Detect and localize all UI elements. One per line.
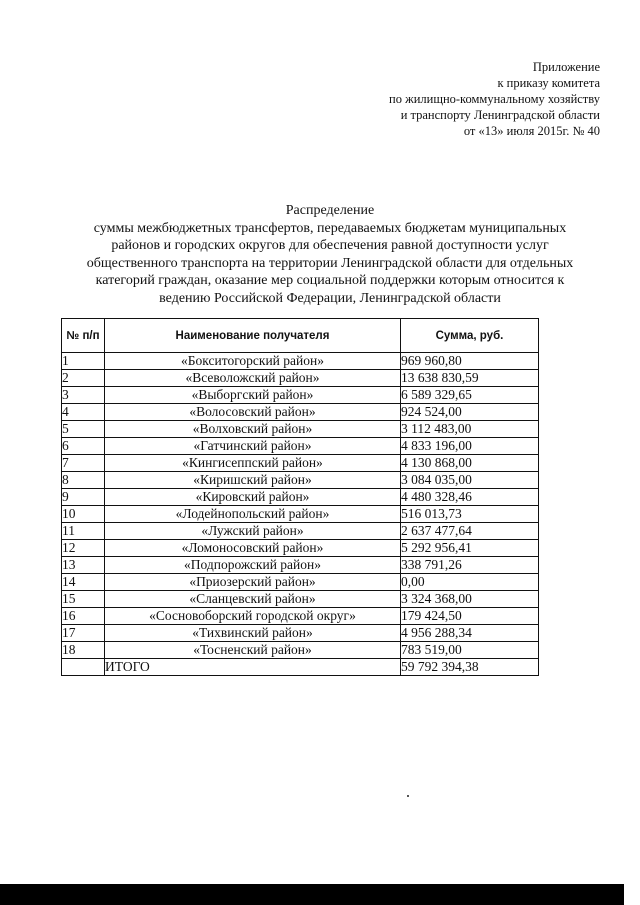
table-total-row <box>62 659 539 676</box>
distribution-table <box>61 318 539 676</box>
scan-edge-bar <box>0 884 624 905</box>
row-amount: 969 960,80 <box>401 353 539 370</box>
table-row <box>62 387 539 404</box>
row-number: 1 <box>62 353 105 370</box>
table-row <box>62 591 539 608</box>
appendix-line: Приложение <box>532 60 600 74</box>
row-number: 2 <box>62 370 105 387</box>
table-row <box>62 489 539 506</box>
row-recipient: «Волховский район» <box>105 421 401 438</box>
row-number: 5 <box>62 421 105 438</box>
appendix-line: от «13» июля 2015г. № 40 <box>463 124 600 138</box>
total-empty-cell <box>62 659 105 676</box>
scan-speck <box>407 795 409 797</box>
row-recipient: «Ломоносовский район» <box>105 540 401 557</box>
row-number: 13 <box>62 557 105 574</box>
row-recipient: «Кировский район» <box>105 489 401 506</box>
row-number: 16 <box>62 608 105 625</box>
row-amount: 4 956 288,34 <box>401 625 539 642</box>
row-amount: 3 084 035,00 <box>401 472 539 489</box>
table-row <box>62 523 539 540</box>
row-recipient: «Подпорожский район» <box>105 557 401 574</box>
row-recipient: «Лодейнопольский район» <box>105 506 401 523</box>
row-amount: 13 638 830,59 <box>401 370 539 387</box>
table-row <box>62 370 539 387</box>
table-row <box>62 540 539 557</box>
table-body <box>62 353 539 659</box>
document-title <box>30 202 630 307</box>
row-number: 8 <box>62 472 105 489</box>
row-amount: 4 480 328,46 <box>401 489 539 506</box>
title-line: категорий граждан, оказание мер социальной поддержки которым относится к <box>95 273 565 288</box>
table-row <box>62 421 539 438</box>
row-number: 7 <box>62 455 105 472</box>
row-recipient: «Тихвинский район» <box>105 625 401 642</box>
row-amount: 783 519,00 <box>401 642 539 659</box>
row-amount: 924 524,00 <box>401 404 539 421</box>
row-number: 11 <box>62 523 105 540</box>
row-recipient: «Приозерский район» <box>105 574 401 591</box>
row-recipient: «Гатчинский район» <box>105 438 401 455</box>
row-recipient: «Киришский район» <box>105 472 401 489</box>
total-label: ИТОГО <box>105 659 401 676</box>
table-row <box>62 625 539 642</box>
row-number: 3 <box>62 387 105 404</box>
row-number: 6 <box>62 438 105 455</box>
title-heading: Распределение <box>285 203 375 218</box>
row-number: 9 <box>62 489 105 506</box>
table-row <box>62 438 539 455</box>
table-row <box>62 557 539 574</box>
table-row <box>62 642 539 659</box>
row-number: 12 <box>62 540 105 557</box>
header-sum: Сумма, руб. <box>401 319 539 353</box>
appendix-line: и транспорту Ленинградской области <box>400 108 600 122</box>
row-recipient: «Волосовский район» <box>105 404 401 421</box>
title-line: общественного транспорта на территории Ленинградской области для отдельных <box>86 255 574 271</box>
row-amount: 179 424,50 <box>401 608 539 625</box>
appendix-block <box>389 59 600 139</box>
row-number: 17 <box>62 625 105 642</box>
row-amount: 4 130 868,00 <box>401 455 539 472</box>
header-num: № п/п <box>62 319 105 353</box>
title-line: ведению Российской Федерации, Ленинградской области <box>159 290 501 306</box>
row-amount: 2 637 477,64 <box>401 523 539 540</box>
row-recipient: «Тосненский район» <box>105 642 401 659</box>
table-header-row <box>62 319 539 353</box>
table-row <box>62 404 539 421</box>
appendix-line: по жилищно-коммунальному хозяйству <box>389 92 600 106</box>
title-line: суммы межбюджетных трансфертов, передаваемых бюджетам муниципальных <box>93 220 567 236</box>
row-amount: 3 112 483,00 <box>401 421 539 438</box>
table-row <box>62 455 539 472</box>
table-row <box>62 353 539 370</box>
row-amount: 516 013,73 <box>401 506 539 523</box>
row-number: 4 <box>62 404 105 421</box>
table-row <box>62 506 539 523</box>
row-number: 15 <box>62 591 105 608</box>
row-recipient: «Кингисеппский район» <box>105 455 401 472</box>
total-sum: 59 792 394,38 <box>401 659 539 676</box>
row-amount: 5 292 956,41 <box>401 540 539 557</box>
row-recipient: «Всеволожский район» <box>105 370 401 387</box>
row-amount: 0,00 <box>401 574 539 591</box>
header-name: Наименование получателя <box>105 319 401 353</box>
table-row <box>62 472 539 489</box>
table-row <box>62 608 539 625</box>
row-recipient: «Бокситогорский район» <box>105 353 401 370</box>
row-recipient: «Выборгский район» <box>105 387 401 404</box>
table-row <box>62 574 539 591</box>
row-recipient: «Сосновоборский городской округ» <box>105 608 401 625</box>
row-amount: 4 833 196,00 <box>401 438 539 455</box>
row-amount: 338 791,26 <box>401 557 539 574</box>
row-recipient: «Лужский район» <box>105 523 401 540</box>
row-amount: 6 589 329,65 <box>401 387 539 404</box>
appendix-line: к приказу комитета <box>497 76 600 90</box>
row-amount: 3 324 368,00 <box>401 591 539 608</box>
row-recipient: «Сланцевский район» <box>105 591 401 608</box>
row-number: 18 <box>62 642 105 659</box>
row-number: 14 <box>62 574 105 591</box>
row-number: 10 <box>62 506 105 523</box>
title-line: районов и городских округов для обеспечения равной доступности услуг <box>111 238 549 253</box>
